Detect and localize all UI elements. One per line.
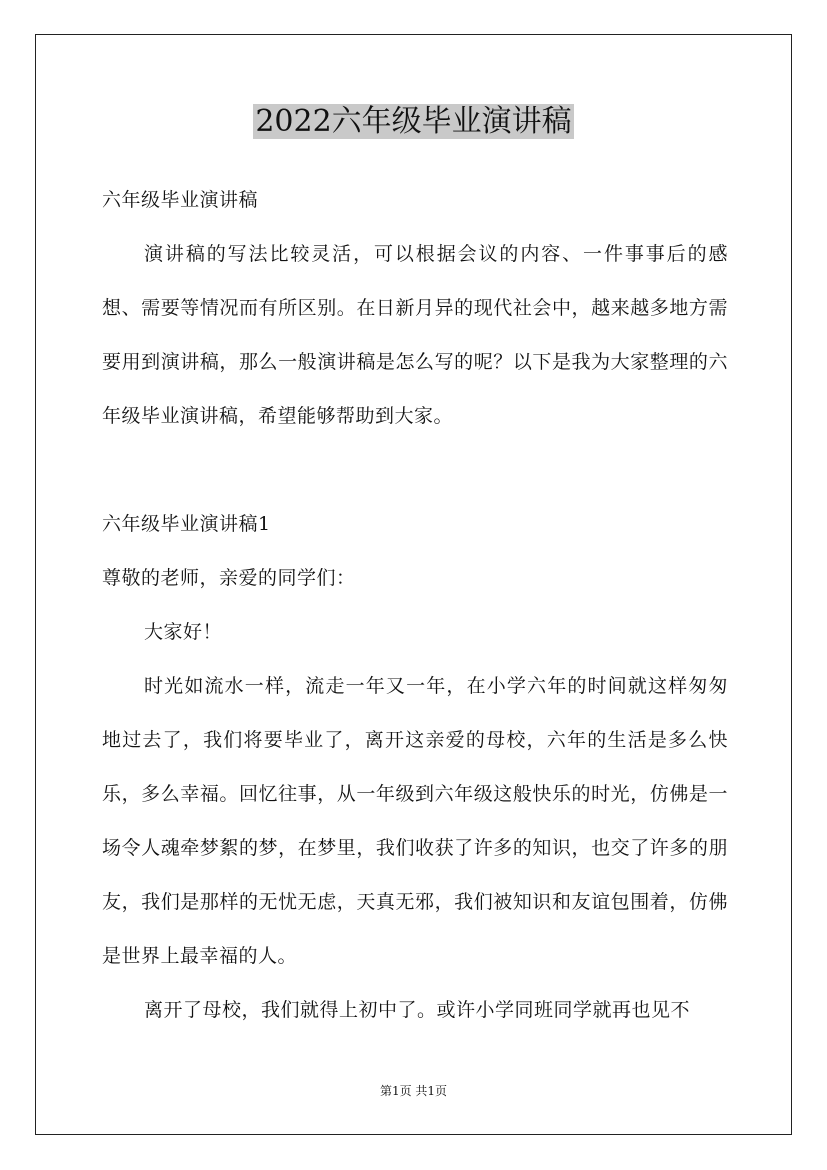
subheading: 六年级毕业演讲稿 — [102, 189, 259, 211]
body-paragraph: 离开了母校，我们就得上初中了。或许小学同班同学就再也见不 — [144, 999, 691, 1021]
salutation: 尊敬的老师，亲爱的同学们： — [102, 567, 356, 589]
intro-paragraph: 演讲稿的写法比较灵活，可以根据会议的内容、一件事事后的感想、需要等情况而有所区别。在日新月异的现代社会中，越来越多地方需要用到演讲稿，那么一般演讲稿是怎么写的呢？以下是我为大家整理的六年级毕业演讲稿，希望能够帮助到大家。 — [102, 243, 728, 427]
document-title-text: 2022六年级毕业演讲稿 — [255, 104, 572, 139]
speech-heading: 六年级毕业演讲稿1 — [102, 513, 271, 535]
document-body — [102, 173, 728, 1037]
paragraph-gap — [102, 443, 728, 497]
body-paragraph: 时光如流水一样，流走一年又一年，在小学六年的时间就这样匆匆地过去了，我们将要毕业了，离开这亲爱的母校，六年的生活是多么快乐，多么幸福。回忆往事，从一年级到六年级这般快乐的时光，仿佛是一场令人魂牵梦絮的梦，在梦里，我们收获了许多的知识，也交了许多的朋友，我们是那样的无忧无虑，天真无邪，我们被知识和友谊包围着，仿佛是世界上最幸福的人。 — [102, 675, 728, 967]
page-footer: 第1页 共1页 — [379, 1084, 448, 1098]
document-title — [0, 100, 827, 144]
greeting: 大家好！ — [144, 621, 223, 643]
